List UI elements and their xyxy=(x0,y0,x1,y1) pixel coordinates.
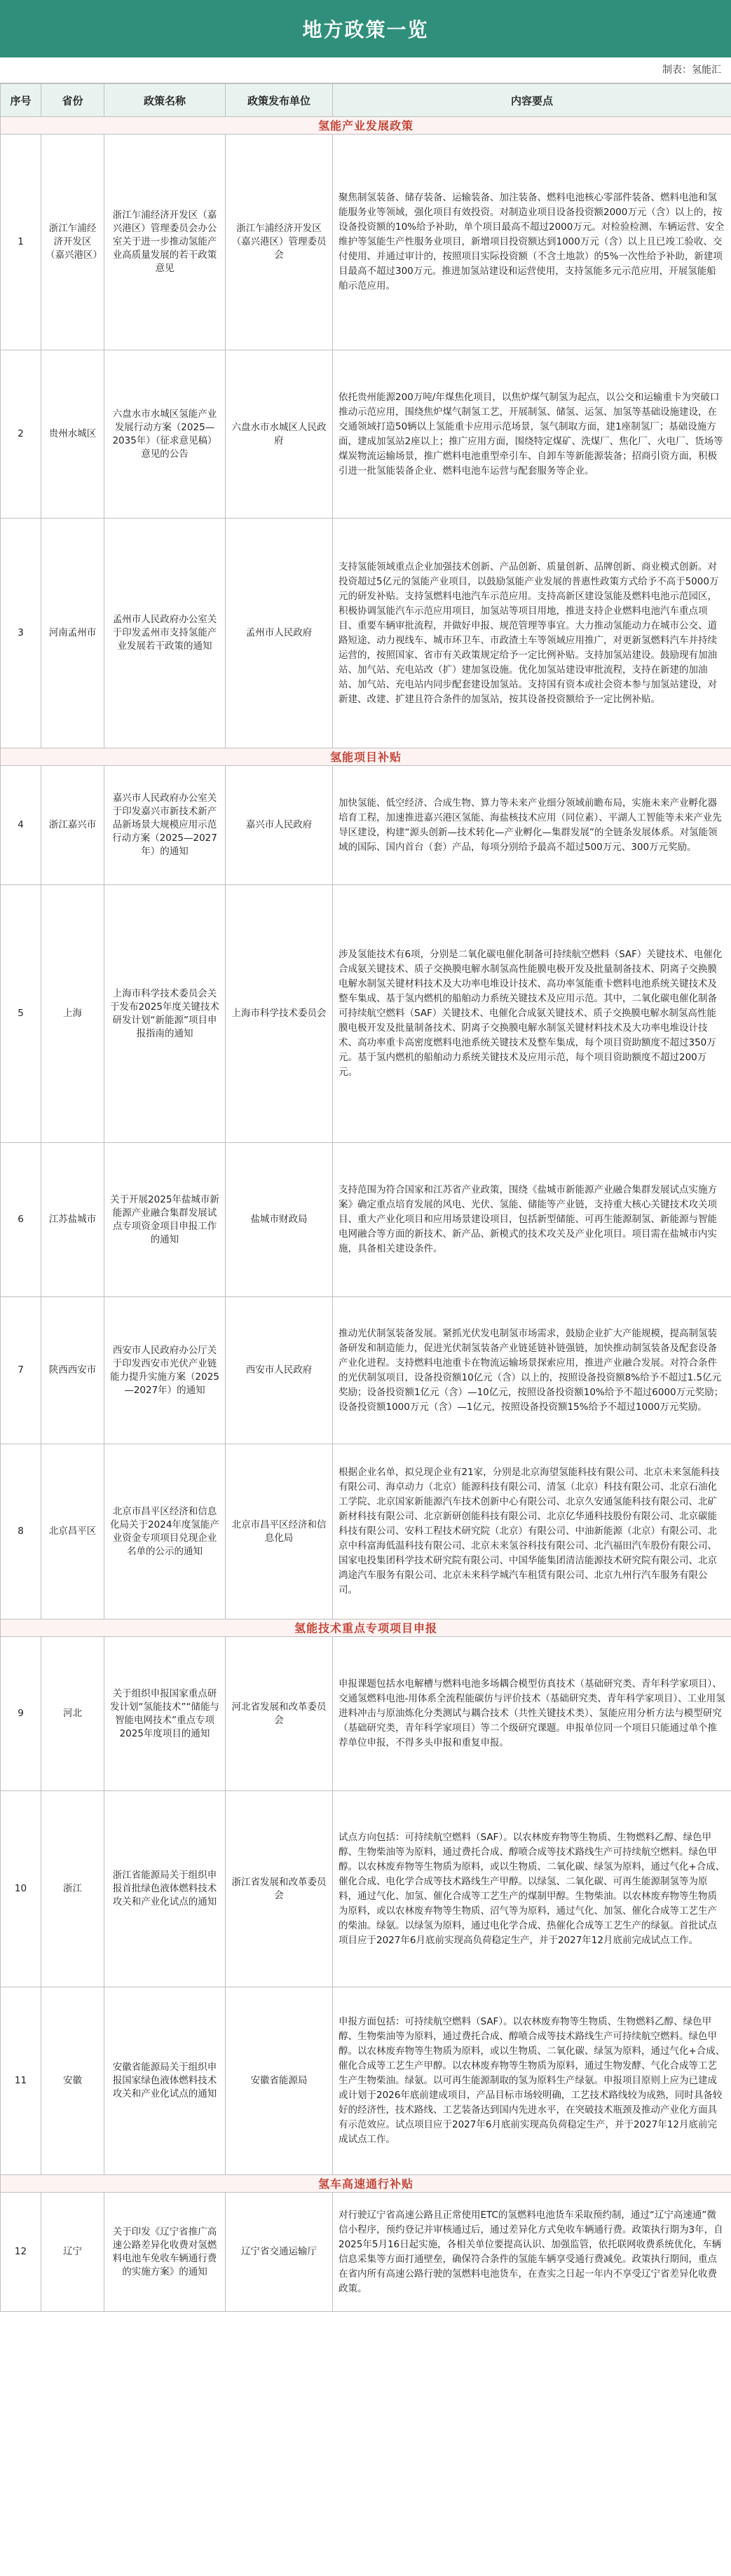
issuer-cell: 辽宁省交通运输厅 xyxy=(226,2193,333,2312)
table-row xyxy=(1,885,731,1143)
col-header-issuer: 政策发布单位 xyxy=(226,84,333,117)
content-cell: 加快氢能、低空经济、合成生物、算力等未来产业细分领域前瞻布局，实施未来产业孵化器培育工程，加速推进嘉兴港区氢能、海盐核技术应用（同位素）、平湖人工智能等未来产业先导区建设，构建“源头创新—技术转化—产业孵化—集群发展”的全链条发展体系。对氢能领域的国际、国内首台（套）产品，每项分别给予最高不超过500万元、300万元奖励。 xyxy=(333,766,731,885)
row-number-cell: 11 xyxy=(1,1987,41,2175)
policy-name-cell: 浙江乍浦经济开发区（嘉兴港区）管理委员会办公室关于进一步推动氢能产业高质量发展的若干政策意见 xyxy=(104,135,226,350)
row-number-cell: 9 xyxy=(1,1637,41,1791)
province-cell: 河南孟州市 xyxy=(41,519,104,748)
row-number-cell: 7 xyxy=(1,1297,41,1444)
table-maker-note: 制表：氢能汇 xyxy=(0,57,731,83)
province-cell: 浙江嘉兴市 xyxy=(41,766,104,885)
table-row xyxy=(1,135,731,350)
table-body xyxy=(1,117,731,2312)
issuer-cell: 安徽省能源局 xyxy=(226,1987,333,2175)
page-title: 地方政策一览 xyxy=(0,0,731,57)
province-cell: 贵州水城区 xyxy=(41,350,104,519)
section-title: 氢能产业发展政策 xyxy=(1,117,731,135)
issuer-cell: 嘉兴市人民政府 xyxy=(226,766,333,885)
content-cell: 涉及氢能技术有6项，分别是二氧化碳电催化制备可持续航空燃料（SAF）关键技术、电催化合成氨关键技术、质子交换膜电解水制氢高性能膜电极开发及批量制备技术、阴离子交换膜电解水制氢关键材料技术及大功率电堆设计技术、高功率氢能重卡燃料电池系统关键技术及整车集成、基于氢内燃机的船舶动力系统关键技术及应用示范。其中，二氧化碳电催化制备可持续航空燃料（SAF）关键技术、电催化合成氨关键技术、质子交换膜电解水制氢高性能膜电极开发及批量制备技术、阴离子交换膜电解水制氢关键材料技术及大功率电堆设计技术、高功率重卡高密度燃料电池系统关键技术及整车集成，每个项目资助额度不超过350万元。基于氢内燃机的船舶动力系统关键技术及应用示范，每个项目资助额度不超过200万元。 xyxy=(333,885,731,1143)
col-header-no: 序号 xyxy=(1,84,41,117)
row-number-cell: 1 xyxy=(1,135,41,350)
content-cell: 推动光伏制氢装备发展。紧抓光伏发电制氢市场需求，鼓励企业扩大产能规模，提高制氢装备研发和制造能力，促进光伏制氢装备产业链延链补链强链，加快推动制氢装备及配套设备产业化进程。支持燃料电池重卡在物流运输场景探索应用，推进产业融合发展。对符合条件的光伏制氢项目，设备投资额10亿元（含）以上的，按照设备投资额8%给予不超过1.5亿元奖励；设备投资额1亿元（含）—10亿元，按照设备投资额10%给予不超过6000万元奖励；设备投资额1000万元（含）—1亿元，按照设备投资额15%给予不超过1000万元奖励。 xyxy=(333,1297,731,1444)
issuer-cell: 河北省发展和改革委员会 xyxy=(226,1637,333,1791)
table-row xyxy=(1,1637,731,1791)
policy-name-cell: 关于印发《辽宁省推广高速公路差异化收费对氢燃料电池车免收车辆通行费的实施方案》的通知 xyxy=(104,2193,226,2312)
content-cell: 依托贵州能源200万吨/年煤焦化项目，以焦炉煤气制氢为起点，以公交和运输重卡为突破口推动示范应用，围绕焦炉煤气制氢工艺，开展制氢、储氢、运氢、加氢等基础设施建设，在交通领域打造50辆以上氢能重卡应用示范场景，氢气制取方面，建1座制氢厂；基础设施方面，建成加氢站2座以上；推广应用方面，围绕特定煤矿、洗煤厂、焦化厂、火电厂、货场等煤炭物流运输场景，推广燃料电池重型牵引车、自卸车等新能源装备；招商引资方面，积极引进一批氢能装备企业、燃料电池车运营与配套服务等企业。 xyxy=(333,350,731,519)
col-header-policy-name: 政策名称 xyxy=(104,84,226,117)
table-row xyxy=(1,2193,731,2312)
issuer-cell: 北京市昌平区经济和信息化局 xyxy=(226,1444,333,1619)
policy-table xyxy=(0,83,731,2312)
section-header-row xyxy=(1,2175,731,2193)
policy-name-cell: 六盘水市水城区氢能产业发展行动方案（2025—2035年）（征求意见稿）意见的公告 xyxy=(104,350,226,519)
content-cell: 支持范围为符合国家和江苏省产业政策，围绕《盐城市新能源产业融合集群发展试点实施方案》确定重点培育发展的风电、光伏、氢能、储能等产业链，支持重大核心关键技术攻关项目、重大产业化项目和应用场景建设项目，包括新型储能、可再生能源制氢、新能源与智能电网融合等方面的新技术、新产品、新模式的技术攻关及产业化项目。项目需在盐城市内实施，具备相关建设条件。 xyxy=(333,1143,731,1297)
province-cell: 安徽 xyxy=(41,1987,104,2175)
table-row xyxy=(1,1297,731,1444)
row-number-cell: 2 xyxy=(1,350,41,519)
issuer-cell: 盐城市财政局 xyxy=(226,1143,333,1297)
issuer-cell: 六盘水市水城区人民政府 xyxy=(226,350,333,519)
row-number-cell: 6 xyxy=(1,1143,41,1297)
row-number-cell: 4 xyxy=(1,766,41,885)
policy-name-cell: 关于组织申报国家重点研发计划“氢能技术”“储能与智能电网技术”重点专项2025年度项目的通知 xyxy=(104,1637,226,1791)
table-row xyxy=(1,1791,731,1987)
province-cell: 江苏盐城市 xyxy=(41,1143,104,1297)
col-header-content: 内容要点 xyxy=(333,84,731,117)
policy-name-cell: 孟州市人民政府办公室关于印发孟州市支持氢能产业发展若干政策的通知 xyxy=(104,519,226,748)
province-cell: 河北 xyxy=(41,1637,104,1791)
province-cell: 上海 xyxy=(41,885,104,1143)
province-cell: 陕西西安市 xyxy=(41,1297,104,1444)
row-number-cell: 12 xyxy=(1,2193,41,2312)
row-number-cell: 5 xyxy=(1,885,41,1143)
section-title: 氢能项目补贴 xyxy=(1,748,731,766)
table-row xyxy=(1,1143,731,1297)
section-title: 氢车高速通行补贴 xyxy=(1,2175,731,2193)
section-header-row xyxy=(1,1619,731,1637)
row-number-cell: 10 xyxy=(1,1791,41,1987)
content-cell: 根据企业名单，拟兑现企业有21家，分别是北京海望氢能科技有限公司、北京未来氢能科技有限公司、海卓动力（北京）能源科技有限公司、清氢（北京）科技有限公司、北京石油化工学院、北京国家新能源汽车技术创新中心有限公司、北京久安通氢能科技有限公司、北矿新材科技有限公司、北京新研创能科技有限公司、北京亿华通科技股份有限公司、北京碳能科技有限公司、安科工程技术研究院（北京）有限公司、中油新能源（北京）有限公司、北京中科富海低温科技有限公司、北京未来氢谷科技有限公司、北汽福田汽车股份有限公司、国家电投集团科学技术研究院有限公司、中国华能集团清洁能源技术研究院有限公司、北京鸿途汽车服务有限公司、北京未来科学城汽车租赁有限公司、北京九州行汽车服务有限公司。 xyxy=(333,1444,731,1619)
section-title: 氢能技术重点专项项目申报 xyxy=(1,1619,731,1637)
province-cell: 辽宁 xyxy=(41,2193,104,2312)
content-cell: 聚焦制氢装备、储存装备、运输装备、加注装备、燃料电池核心零部件装备、燃料电池和氢能服务业等领域，强化项目有效投资。对制造业项目设备投资额2000万元（含）以上的，按设备投资额的10%给予补助，单个项目最高不超过2000万元。对检验检测、车辆运营、安全维护等氢能生产性服务业项目，新增项目投资额达到1000万元（含）以上且已竣工验收、交付使用、并通过审计的，按照项目实际投资额（不含土地款）的5%一次性给予补助，新建项目最高不超过300万元。推进加氢站建设和运营使用，支持氢能多元示范应用，开展氢能船舶示范应用。 xyxy=(333,135,731,350)
issuer-cell: 浙江省发展和改革委员会 xyxy=(226,1791,333,1987)
table-header-row xyxy=(1,84,731,117)
content-cell: 试点方向包括：可持续航空燃料（SAF）。以农林废弃物等生物质、生物燃料乙醇、绿色甲醇、生物柴油等为原料，通过费托合成、醇喷合成等技术路线生产可持续航空燃料。绿色甲醇。以农林废弃物等生物质为原料，或以生物质、二氧化碳、绿氢为原料，通过气化+合成、催化合成、电化学合成等技术路线生产甲醇。以绿氢、二氧化碳、可再生能源制氢等为原料，通过气化、加氢、催化合成等工艺生产的煤制甲醇。生物柴油。以农林废弃物等生物质为原料，或以农林废弃物等生物质、沼气等为原料，通过气化、加氢、催化合成等工艺生产的柴油。绿氨。以绿氢为原料，通过电化学合成、热催化合成等工艺生产的绿氨。首批试点项目应于2027年6月底前实现高负荷稳定生产，并于2027年12月底前完成试点工作。 xyxy=(333,1791,731,1987)
col-header-province: 省份 xyxy=(41,84,104,117)
row-number-cell: 3 xyxy=(1,519,41,748)
policy-name-cell: 北京市昌平区经济和信息化局关于2024年度氢能产业资金专项项目兑现企业名单的公示的通知 xyxy=(104,1444,226,1619)
issuer-cell: 浙江乍浦经济开发区（嘉兴港区）管理委员会 xyxy=(226,135,333,350)
section-header-row xyxy=(1,117,731,135)
policy-name-cell: 西安市人民政府办公厅关于印发西安市光伏产业链能力提升实施方案（2025—2027年）的通知 xyxy=(104,1297,226,1444)
content-cell: 支持氢能领域重点企业加强技术创新、产品创新、质量创新、品牌创新、商业模式创新。对投资超过5亿元的氢能产业项目，以鼓励氢能产业发展的普惠性政策方式给予不高于5000万元的研发补贴。支持氢燃料电池汽车示范应用。支持高新区建设氢能及燃料电池示范园区，积极协调氢能汽车示范应用项目，加氢站等项目用地，推进支持企业燃料电池汽车重点项目、重要车辆审批流程，并做好申报、规范管理等事宜。大力推动氢能动力在城市公交、道路短途、动力视线车、城市环卫车、市政渣土车等领域应用推广，对更新氢燃料汽车并持续运营的，按照国家、省市有关政策规定给予一定比例补贴。支持加氢站建设。鼓励现有加油站、加气站、充电站改（扩）建加氢设施。优化加氢站建设审批流程，支持在新建的加油站、加气站、充电站内同步配套建设加氢站。支持国有资本或社会资本参与加氢站建设，对新建、改建、扩建且符合条件的加氢站，按其设备投资额给予一定比例补贴。 xyxy=(333,519,731,748)
issuer-cell: 孟州市人民政府 xyxy=(226,519,333,748)
province-cell: 浙江乍浦经济开发区（嘉兴港区） xyxy=(41,135,104,350)
table-row xyxy=(1,519,731,748)
policy-name-cell: 安徽省能源局关于组织申报国家绿色液体燃料技术攻关和产业化试点的通知 xyxy=(104,1987,226,2175)
table-row xyxy=(1,1444,731,1619)
content-cell: 对行驶辽宁省高速公路且正常使用ETC的氢燃料电池货车采取预约制，通过“辽宁高速通”微信小程序，预约登记并审核通过后，通过差异化方式免收车辆通行费。政策执行期为3年，自2025年5月16日起实施，各相关单位要提高认识、加强监管，依托联网收费系统优化，车辆信息采集等方面打通壁垒，确保符合条件的氢能车辆享受通行费减免。政策执行期间，重点在省内所有高速公路行驶的氢燃料电池货车，在查实之日起一年内不享受辽宁省差异化收费政策。 xyxy=(333,2193,731,2312)
policy-name-cell: 关于开展2025年盐城市新能源产业融合集群发展试点专项资金项目申报工作的通知 xyxy=(104,1143,226,1297)
province-cell: 北京昌平区 xyxy=(41,1444,104,1619)
issuer-cell: 上海市科学技术委员会 xyxy=(226,885,333,1143)
content-cell: 申报方面包括：可持续航空燃料（SAF）。以农林废弃物等生物质、生物燃料乙醇、绿色甲醇、生物柴油等为原料，通过费托合成、醇喷合成等技术路线生产可持续航空燃料。绿色甲醇。以农林废弃物等生物质为原料，或以生物质、二氧化碳、绿氢为原料，通过气化+合成、催化合成等工艺生产甲醇。以农林废弃物等生物质为原料，通过生物发酵、气化合成等工艺生产生物柴油。绿氨。以可再生能源制取的氢为原料生产绿氨。申报项目原则上应为已建成或计划于2026年底前建成项目，产品目标市场较明确，工艺技术路线较为成熟，同时具备较好的经济性，技术路线、工艺装备达到国内先进水平，在突破技术瓶颈及推动产业化方面具有示范效应。试点项目应于2027年6月底前实现高负荷稳定生产，并于2027年12月底前完成试点工作。 xyxy=(333,1987,731,2175)
content-cell: 申报课题包括水电解槽与燃料电池多场耦合模型仿真技术（基础研究类、青年科学家项目）、交通氢燃料电池-用体系全流程能碳仿与评价技术（基础研究类、青年科学家项目）、工业用氢进料冲击与原油炼化分类测试与耦合技术（共性关键技术类）、氢能应用分析方法与模型研究（基础研究类，青年科学家项目）等二个级研究课题。申报单位同一个项目只能通过单个推荐单位申报，不得多头申报和重复申报。 xyxy=(333,1637,731,1791)
policy-name-cell: 上海市科学技术委员会关于发布2025年度关键技术研发计划“新能源”项目申报指南的通知 xyxy=(104,885,226,1143)
province-cell: 浙江 xyxy=(41,1791,104,1987)
issuer-cell: 西安市人民政府 xyxy=(226,1297,333,1444)
policy-name-cell: 浙江省能源局关于组织申报首批绿色液体燃料技术攻关和产业化试点的通知 xyxy=(104,1791,226,1987)
section-header-row xyxy=(1,748,731,766)
table-row xyxy=(1,350,731,519)
policy-name-cell: 嘉兴市人民政府办公室关于印发嘉兴市新技术新产品新场景大规模应用示范行动方案（2025—2027年）的通知 xyxy=(104,766,226,885)
row-number-cell: 8 xyxy=(1,1444,41,1619)
table-row xyxy=(1,766,731,885)
table-row xyxy=(1,1987,731,2175)
